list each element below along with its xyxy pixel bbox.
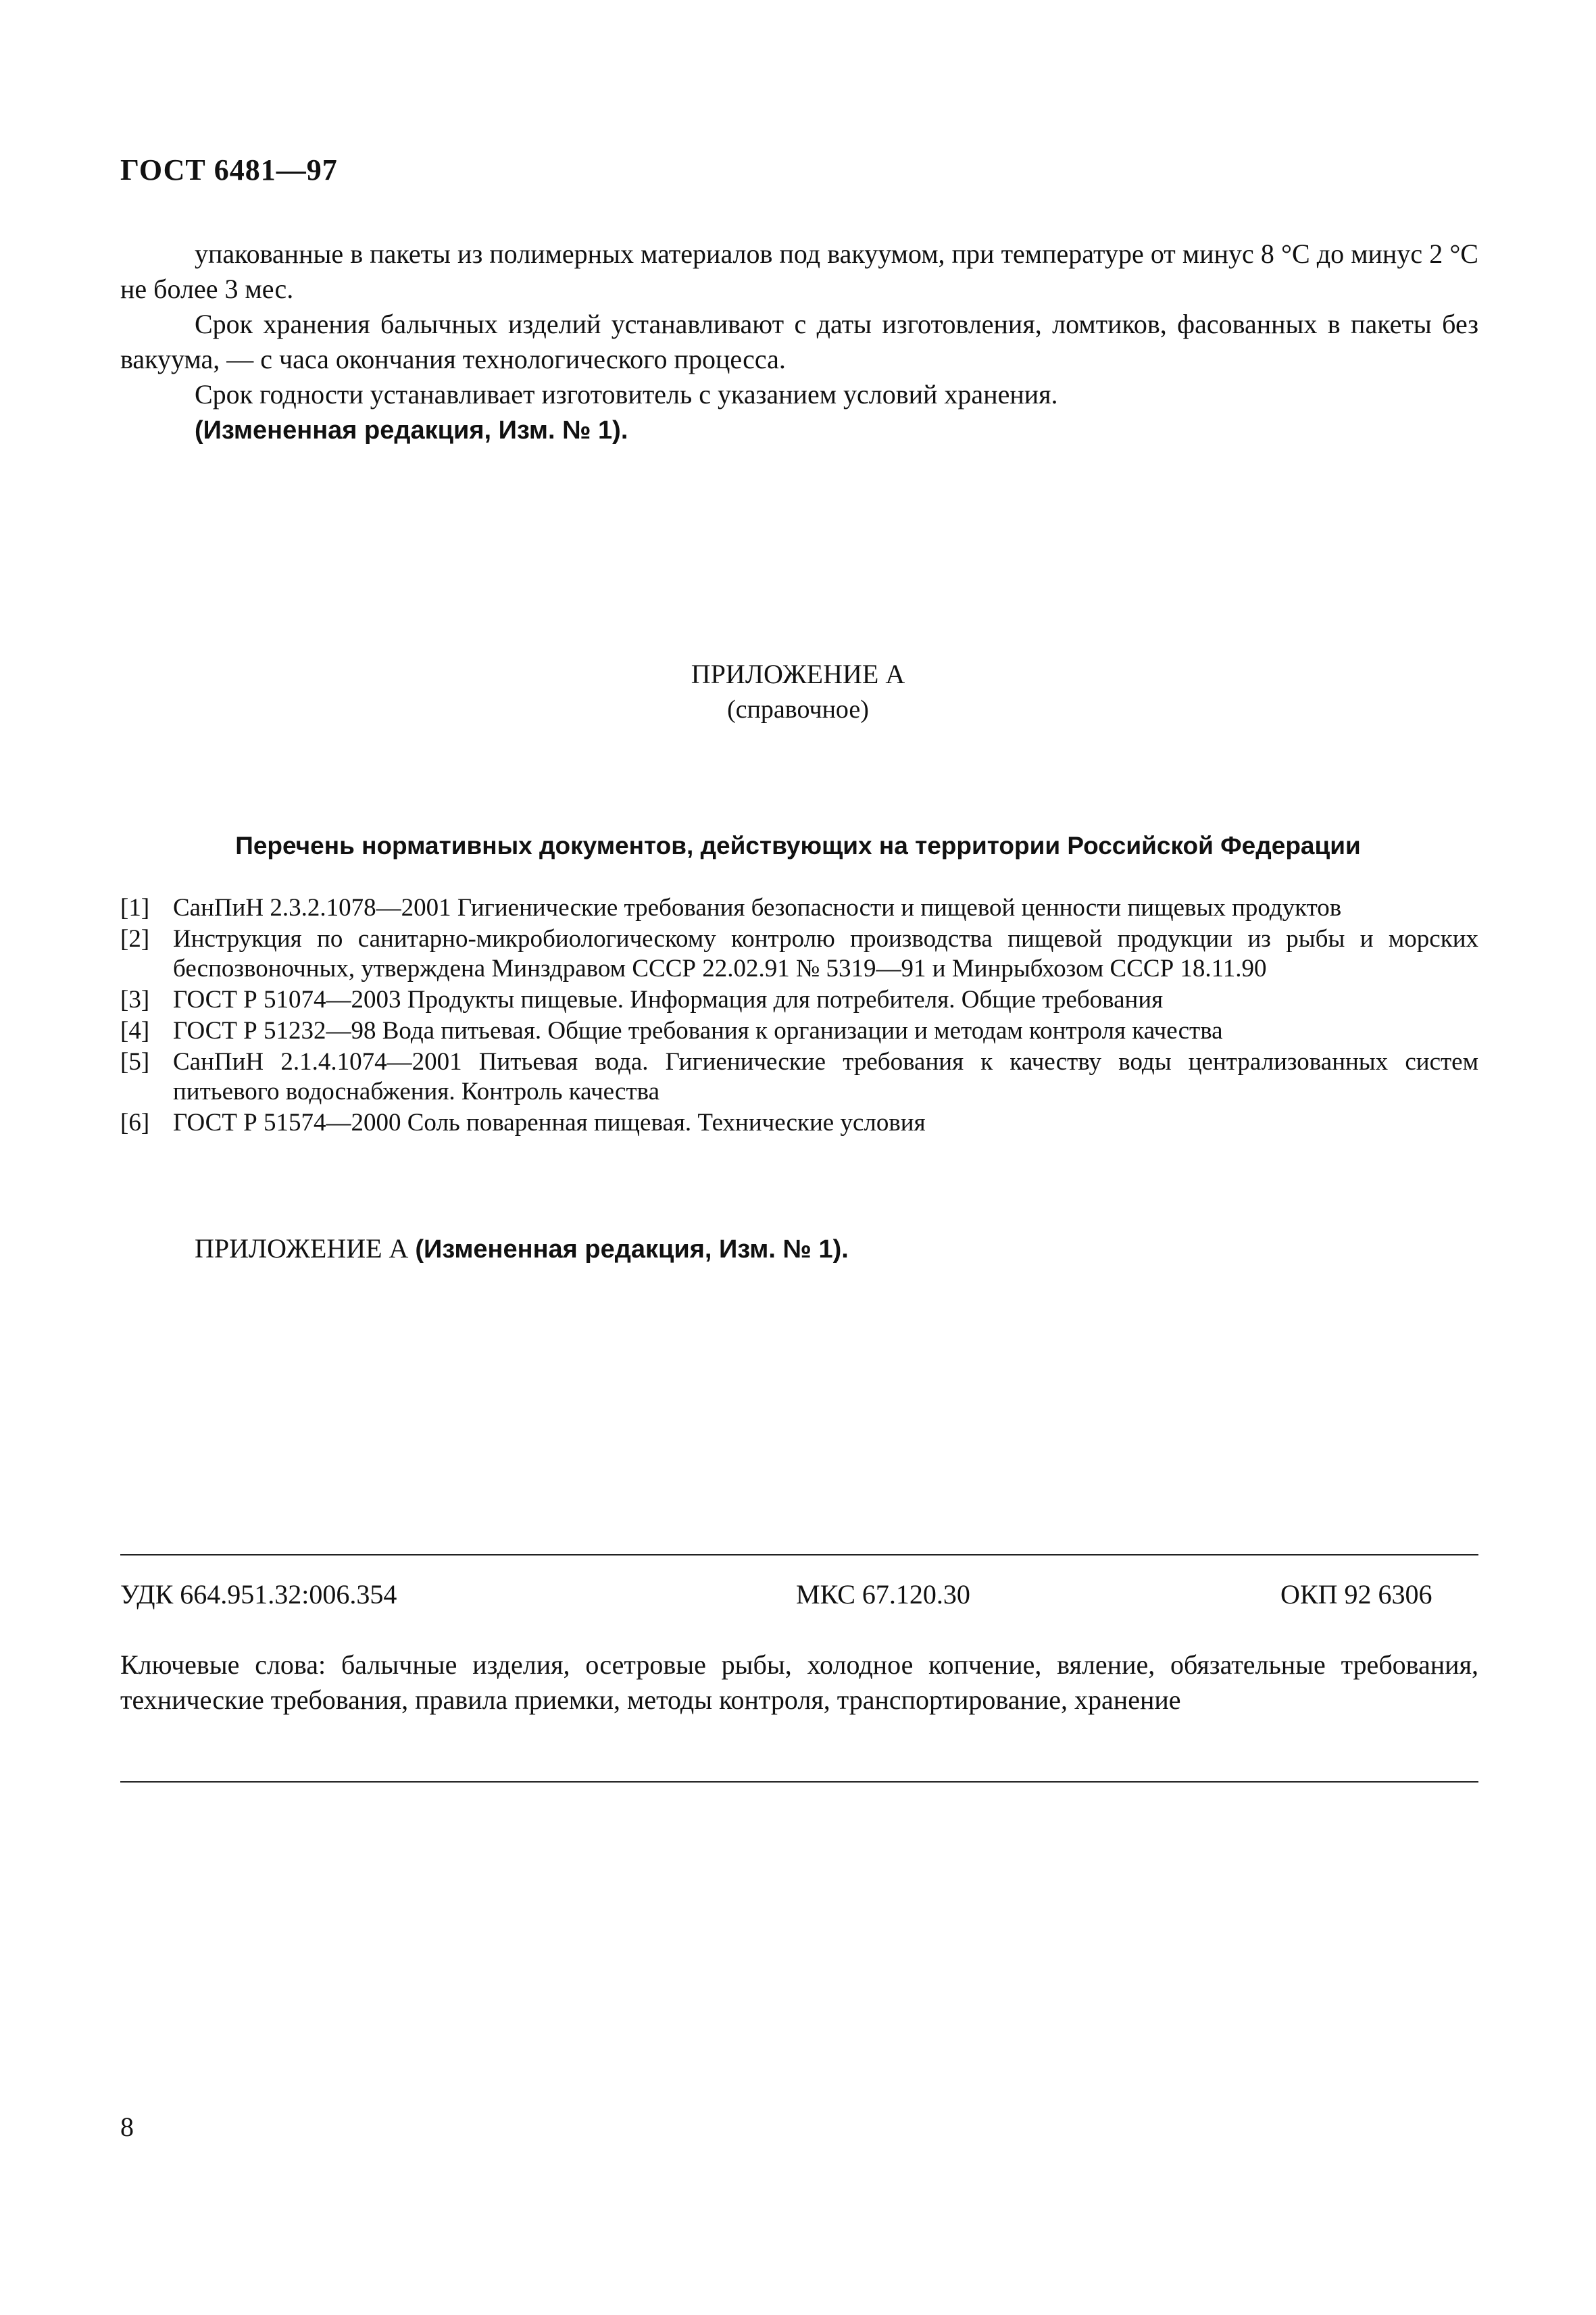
divider-top: [120, 1554, 1478, 1555]
references-list: [120, 893, 1478, 1139]
list-item: [120, 893, 1478, 923]
amendment-note: [120, 412, 1478, 448]
body-paragraph-storage-term: Срок хранения балычных изделий устанавливают с даты изготовления, ломтиков, фасованных в пакеты без вакуума, — с часа окончания технологического процесса.: [120, 309, 1478, 374]
reference-number: [4]: [120, 1017, 150, 1045]
reference-number: [1]: [120, 894, 150, 922]
appendix-note-prefix: ПРИЛОЖЕНИЕ А: [195, 1233, 416, 1264]
appendix-subtitle: (справочное): [727, 695, 869, 724]
reference-text: ГОСТ Р 51232—98 Вода питьевая. Общие требования к организации и методам контроля качества: [173, 1017, 1223, 1045]
reference-number: [5]: [120, 1048, 150, 1076]
udk-code: УДК 664.951.32:006.354: [120, 1579, 397, 1610]
references-heading: Перечень нормативных документов, действующих на территории Российской Федерации: [235, 832, 1361, 860]
list-item: [120, 985, 1478, 1015]
mks-code: МКС 67.120.30: [796, 1579, 970, 1610]
reference-text: Инструкция по санитарно-микробиологическому контролю производства пищевой продукции из рыбы и морских беспозвоночных, утверждена Минздравом СССР 22.02.91 № 5319—91 и Минрыбхозом СССР 18.11.90: [173, 925, 1478, 982]
appendix-title: ПРИЛОЖЕНИЕ А: [691, 659, 905, 689]
reference-number: [3]: [120, 986, 150, 1014]
reference-text: ГОСТ Р 51574—2000 Соль поваренная пищевая. Технические условия: [173, 1109, 926, 1137]
amendment-note-text: (Измененная редакция, Изм. № 1).: [195, 416, 628, 445]
divider-bottom: [120, 1781, 1478, 1783]
appendix-note-amendment: (Измененная редакция, Изм. № 1).: [415, 1235, 849, 1264]
reference-text: СанПиН 2.3.2.1078—2001 Гигиенические требования безопасности и пищевой ценности пищевых продуктов: [173, 894, 1342, 922]
list-item: [120, 924, 1478, 984]
appendix-amendment-note: [195, 1231, 849, 1267]
reference-text: СанПиН 2.1.4.1074—2001 Питьевая вода. Гигиенические требования к качеству воды централизованных систем питьевого водоснабжения. Контроль качества: [173, 1048, 1478, 1105]
body-text: [120, 237, 1478, 448]
keywords: Ключевые слова: балычные изделия, осетровые рыбы, холодное копчение, вяление, обязательные требования, технические требования, правила приемки, методы контроля, транспортирование, хранение: [120, 1649, 1478, 1715]
reference-text: ГОСТ Р 51074—2003 Продукты пищевые. Информация для потребителя. Общие требования: [173, 986, 1164, 1014]
list-item: [120, 1016, 1478, 1046]
list-item: [120, 1108, 1478, 1138]
page-number: 8: [120, 2112, 134, 2142]
reference-number: [6]: [120, 1109, 150, 1137]
list-item: [120, 1047, 1478, 1107]
body-paragraph-storage-vacuum: упакованные в пакеты из полимерных материалов под вакуумом, при температуре от минус 8 °С до минус 2 °С не более 3 мес.: [120, 239, 1478, 304]
okp-code: ОКП 92 6306: [1280, 1579, 1432, 1610]
reference-number: [2]: [120, 925, 150, 953]
document-code: ГОСТ 6481—97: [120, 153, 338, 186]
body-paragraph-shelf-life: Срок годности устанавливает изготовитель с указанием условий хранения.: [195, 379, 1058, 409]
